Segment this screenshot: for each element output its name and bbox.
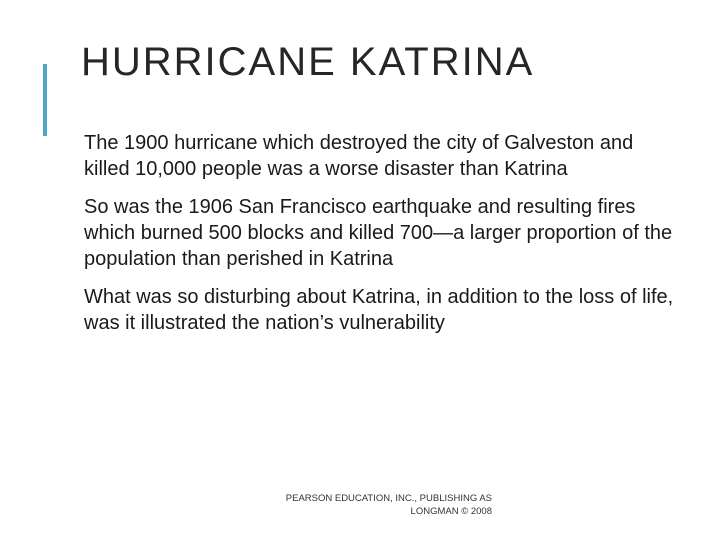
bullet-list [84,130,684,348]
slide-title: HURRICANE KATRINA [81,40,535,84]
bullet-item-galveston: The 1900 hurricane which destroyed the city of Galveston and killed 10,000 people was a worse disaster than Katrina [84,132,634,180]
footer-credit [240,492,492,518]
title-accent-bar [43,64,47,136]
footer-line-1: PEARSON EDUCATION, INC., PUBLISHING AS [285,493,492,504]
bullet-item-vulnerability: What was so disturbing about Katrina, in addition to the loss of life, was it illustrated the nation’s vulnerability [84,286,674,334]
footer-line-2: LONGMAN © 2008 [410,506,492,517]
bullet-item-san-francisco: So was the 1906 San Francisco earthquake and resulting fires which burned 500 blocks and killed 700—a larger proportion of the population than perished in Katrina [84,196,673,270]
